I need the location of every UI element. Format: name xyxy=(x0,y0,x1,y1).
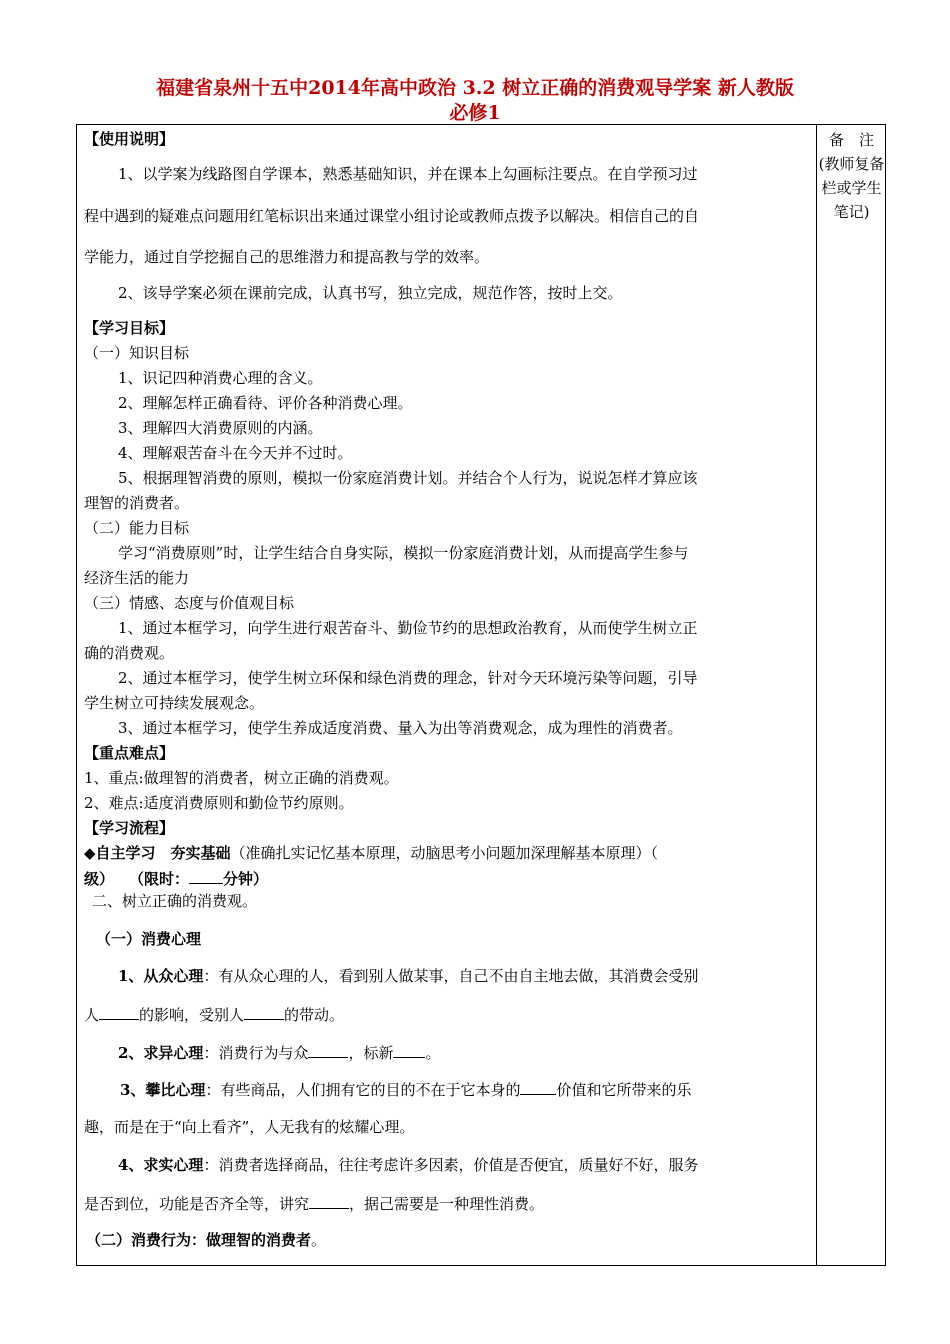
comparison-blank[interactable] xyxy=(520,1079,556,1095)
keypoint-2: 2、难点:适度消费原则和勤俭节约原则。 xyxy=(84,794,354,812)
comparison-line1 xyxy=(120,1079,840,1100)
knowledge-goal-5-line2: 理智的消费者。 xyxy=(84,494,190,512)
usage-p1-line2: 程中遇到的疑难点问题用红笔标识出来通过课堂小组讨论或教师点拨予以解决。相信自己的自 xyxy=(84,207,700,225)
conformity-text-b: 的影响，受别人 xyxy=(139,1006,245,1024)
ability-goal-line2: 经济生活的能力 xyxy=(84,569,190,587)
conformity-blank-1[interactable] xyxy=(99,1004,139,1020)
keypoints-heading: 【重点难点】 xyxy=(84,744,175,762)
knowledge-goal-4: 4、理解艰苦奋斗在今天并不过时。 xyxy=(118,444,353,462)
notes-desc-1: (教师复备 xyxy=(818,155,885,173)
practical-label: 4、求实心理 xyxy=(118,1156,204,1174)
usage-p2: 2、该导学案必须在课前完成，认真书写，独立完成，规范作答，按时上交。 xyxy=(118,284,623,302)
practical-blank[interactable] xyxy=(309,1193,349,1209)
consumer-behavior-title xyxy=(86,1230,806,1250)
emotion-goal-3: 3、通过本框学习，使学生养成适度消费、量入为出等消费观念，成为理性的消费者。 xyxy=(118,719,683,737)
usage-heading: 【使用说明】 xyxy=(84,130,175,148)
knowledge-goal-title: （一）知识目标 xyxy=(84,344,190,362)
ability-goal-title: （二）能力目标 xyxy=(84,519,190,537)
novelty-label: 2、求异心理 xyxy=(118,1044,204,1062)
notes-label: 备 注 xyxy=(828,131,874,149)
conformity-line1 xyxy=(118,966,838,986)
practical-text-a: 是否到位，功能是否齐全等，讲究 xyxy=(84,1195,310,1213)
page-title-line2: 必修1 xyxy=(449,102,501,124)
practical-line2 xyxy=(84,1193,804,1214)
novelty-line xyxy=(118,1042,838,1063)
level-time-line xyxy=(84,868,804,889)
emotion-goal-title: （三）情感、态度与价值观目标 xyxy=(84,594,295,612)
knowledge-goal-1: 1、识记四种消费心理的含义。 xyxy=(118,369,323,387)
novelty-text-a: ：消费行为与众 xyxy=(203,1044,309,1062)
conformity-label: 1、从众心理 xyxy=(118,967,204,985)
consumer-behavior-end: 。 xyxy=(311,1231,327,1249)
practical-line1 xyxy=(118,1155,838,1175)
conformity-line2 xyxy=(84,1004,804,1025)
comparison-text-b: 价值和它所带来的乐 xyxy=(556,1081,692,1099)
usage-p1-line3: 学能力，通过自学挖掘自己的思维潜力和提高教与学的效率。 xyxy=(84,248,490,266)
time-unit: 分钟） xyxy=(223,870,269,888)
conformity-text-a: 人 xyxy=(84,1006,100,1024)
emotion-goal-2-line1: 2、通过本框学习，使学生树立环保和绿色消费的理念，针对今天环境污染等问题，引导 xyxy=(118,669,698,687)
self-study-line xyxy=(84,843,804,863)
practical-text-b: ，据己需要是一种理性消费。 xyxy=(349,1195,545,1213)
notes-desc-2: 栏或学生 xyxy=(821,179,882,197)
process-heading: 【学习流程】 xyxy=(84,819,175,837)
consumer-behavior-label: （二）消费行为：做理智的消费者 xyxy=(86,1231,312,1249)
consumer-psychology-title: （一）消费心理 xyxy=(96,930,202,948)
knowledge-goal-2: 2、理解怎样正确看待、评价各种消费心理。 xyxy=(118,394,413,412)
novelty-blank-2[interactable] xyxy=(393,1042,425,1058)
time-blank[interactable] xyxy=(189,868,223,884)
novelty-text-b: ，标新 xyxy=(348,1044,394,1062)
goals-heading: 【学习目标】 xyxy=(84,319,175,337)
practical-text: ：消费者选择商品，往往考虑许多因素，价值是否便宜，质量好不好，服务 xyxy=(203,1156,699,1174)
keypoint-1: 1、重点:做理智的消费者，树立正确的消费观。 xyxy=(84,769,399,787)
conformity-text: ：有从众心理的人，看到别人做某事，自己不由自主地去做，其消费会受别 xyxy=(203,967,699,985)
knowledge-goal-5-line1: 5、根据理智消费的原则，模拟一份家庭消费计划。并结合个人行为，说说怎样才算应该 xyxy=(118,469,698,487)
time-label: （限时： xyxy=(136,870,190,888)
comparison-line2: 趣，而是在于“向上看齐”，人无我有的炫耀心理。 xyxy=(84,1118,415,1136)
novelty-blank-1[interactable] xyxy=(308,1042,348,1058)
comparison-text-a: ：有些商品，人们拥有它的目的不在于它本身的 xyxy=(205,1081,521,1099)
comparison-label: 3、攀比心理 xyxy=(120,1081,206,1099)
page-title: 福建省泉州十五中2014年高中政治 3.2 树立正确的消费观导学案 新人教版 xyxy=(156,77,794,99)
usage-p1-line1: 1、以学案为线路图自学课本，熟悉基础知识，并在课本上勾画标注要点。在自学预习过 xyxy=(118,165,698,183)
knowledge-goal-3: 3、理解四大消费原则的内涵。 xyxy=(118,419,323,437)
level-label: 级） xyxy=(84,870,107,888)
self-study-note: （准确扎实记忆基本原理，动脑思考小问题加深理解基本原理）（ xyxy=(230,844,659,862)
novelty-text-c: 。 xyxy=(425,1044,441,1062)
conformity-text-c: 的带动。 xyxy=(284,1006,345,1024)
emotion-goal-2-line2: 学生树立可持续发展观念。 xyxy=(84,694,265,712)
conformity-blank-2[interactable] xyxy=(244,1004,284,1020)
ability-goal-line1: 学习“消费原则”时，让学生结合自身实际，模拟一份家庭消费计划，从而提高学生参与 xyxy=(118,544,689,562)
notes-desc-3: 笔记) xyxy=(833,203,870,221)
section-2-title: 二、树立正确的消费观。 xyxy=(92,892,258,910)
self-study-label: ◆自主学习 夯实基础 xyxy=(84,844,231,862)
emotion-goal-1-line1: 1、通过本框学习，向学生进行艰苦奋斗、勤俭节约的思想政治教育，从而使学生树立正 xyxy=(118,619,698,637)
emotion-goal-1-line2: 确的消费观。 xyxy=(84,644,175,662)
